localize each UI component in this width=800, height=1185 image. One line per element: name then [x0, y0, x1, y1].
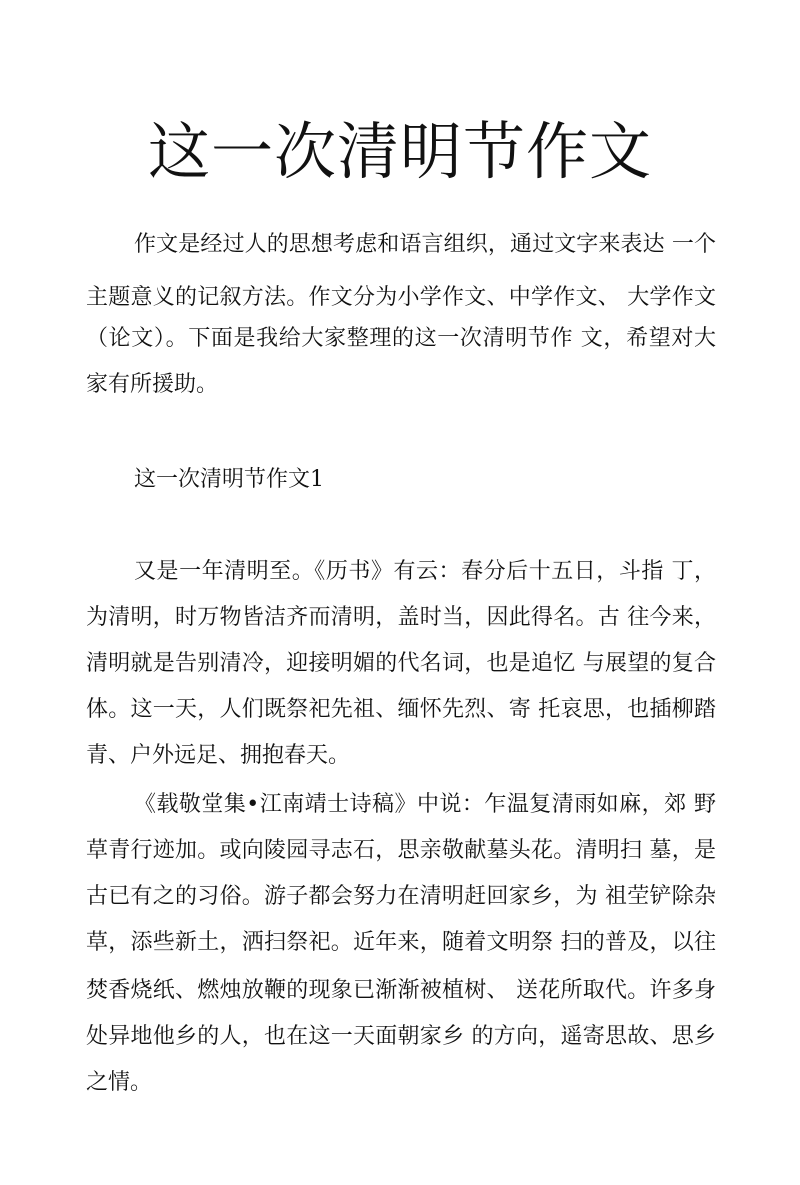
section-heading: 这一次清明节作文1 [134, 467, 324, 492]
paragraph2-line-3: 古已有之的习俗。游子都会努力在清明赶回家乡，为 祖茔铲除杂 [86, 884, 716, 909]
paragraph2-line-7: 之情。 [86, 1070, 153, 1095]
intro-line-4: 家有所援助。 [86, 372, 219, 397]
paragraph2-line-5: 焚香烧纸、燃烛放鞭的现象已渐渐被植树、 送花所取代。许多身 [86, 978, 716, 1003]
intro-line-3: （论文）。下面是我给大家整理的这一次清明节作 文，希望对大 [86, 326, 716, 351]
paragraph1-line-2: 为清明，时万物皆洁齐而清明，盖时当，因此得名。古 往今来， [86, 605, 716, 630]
paragraph1-line-4: 体。这一天，人们既祭祀先祖、缅怀先烈、寄 托哀思，也插柳踏 [86, 697, 716, 722]
paragraph1-line-1: 又是一年清明至。《历书》有云：春分后十五日，斗指 丁， [134, 559, 716, 584]
paragraph1-line-3: 清明就是告别清冷，迎接明媚的代名词，也是追忆 与展望的复合 [86, 651, 716, 676]
paragraph1-line-5: 青、户外远足、拥抱春天。 [86, 743, 351, 768]
paragraph2-line-6: 处异地他乡的人，也在这一天面朝家乡 的方向，遥寄思故、思乡 [86, 1024, 716, 1049]
intro-line-1: 作文是经过人的思想考虑和语言组织，通过文字来表达 一个 [134, 232, 716, 257]
paragraph2-line-2: 草青行迹加。或向陵园寻志石，思亲敬献墓头花。清明扫 墓，是 [86, 838, 716, 863]
document-title: 这一次清明节作文 [147, 115, 652, 188]
intro-line-2: 主题意义的记叙方法。作文分为小学作文、中学作文、 大学作文 [86, 285, 716, 310]
paragraph2-line-1: 《载敬堂集•江南靖士诗稿》中说：乍温复清雨如麻，郊 野 [134, 792, 716, 817]
paragraph2-line-4: 草，添些新土，洒扫祭祀。近年来，随着文明祭 扫的普及，以往 [86, 930, 716, 955]
